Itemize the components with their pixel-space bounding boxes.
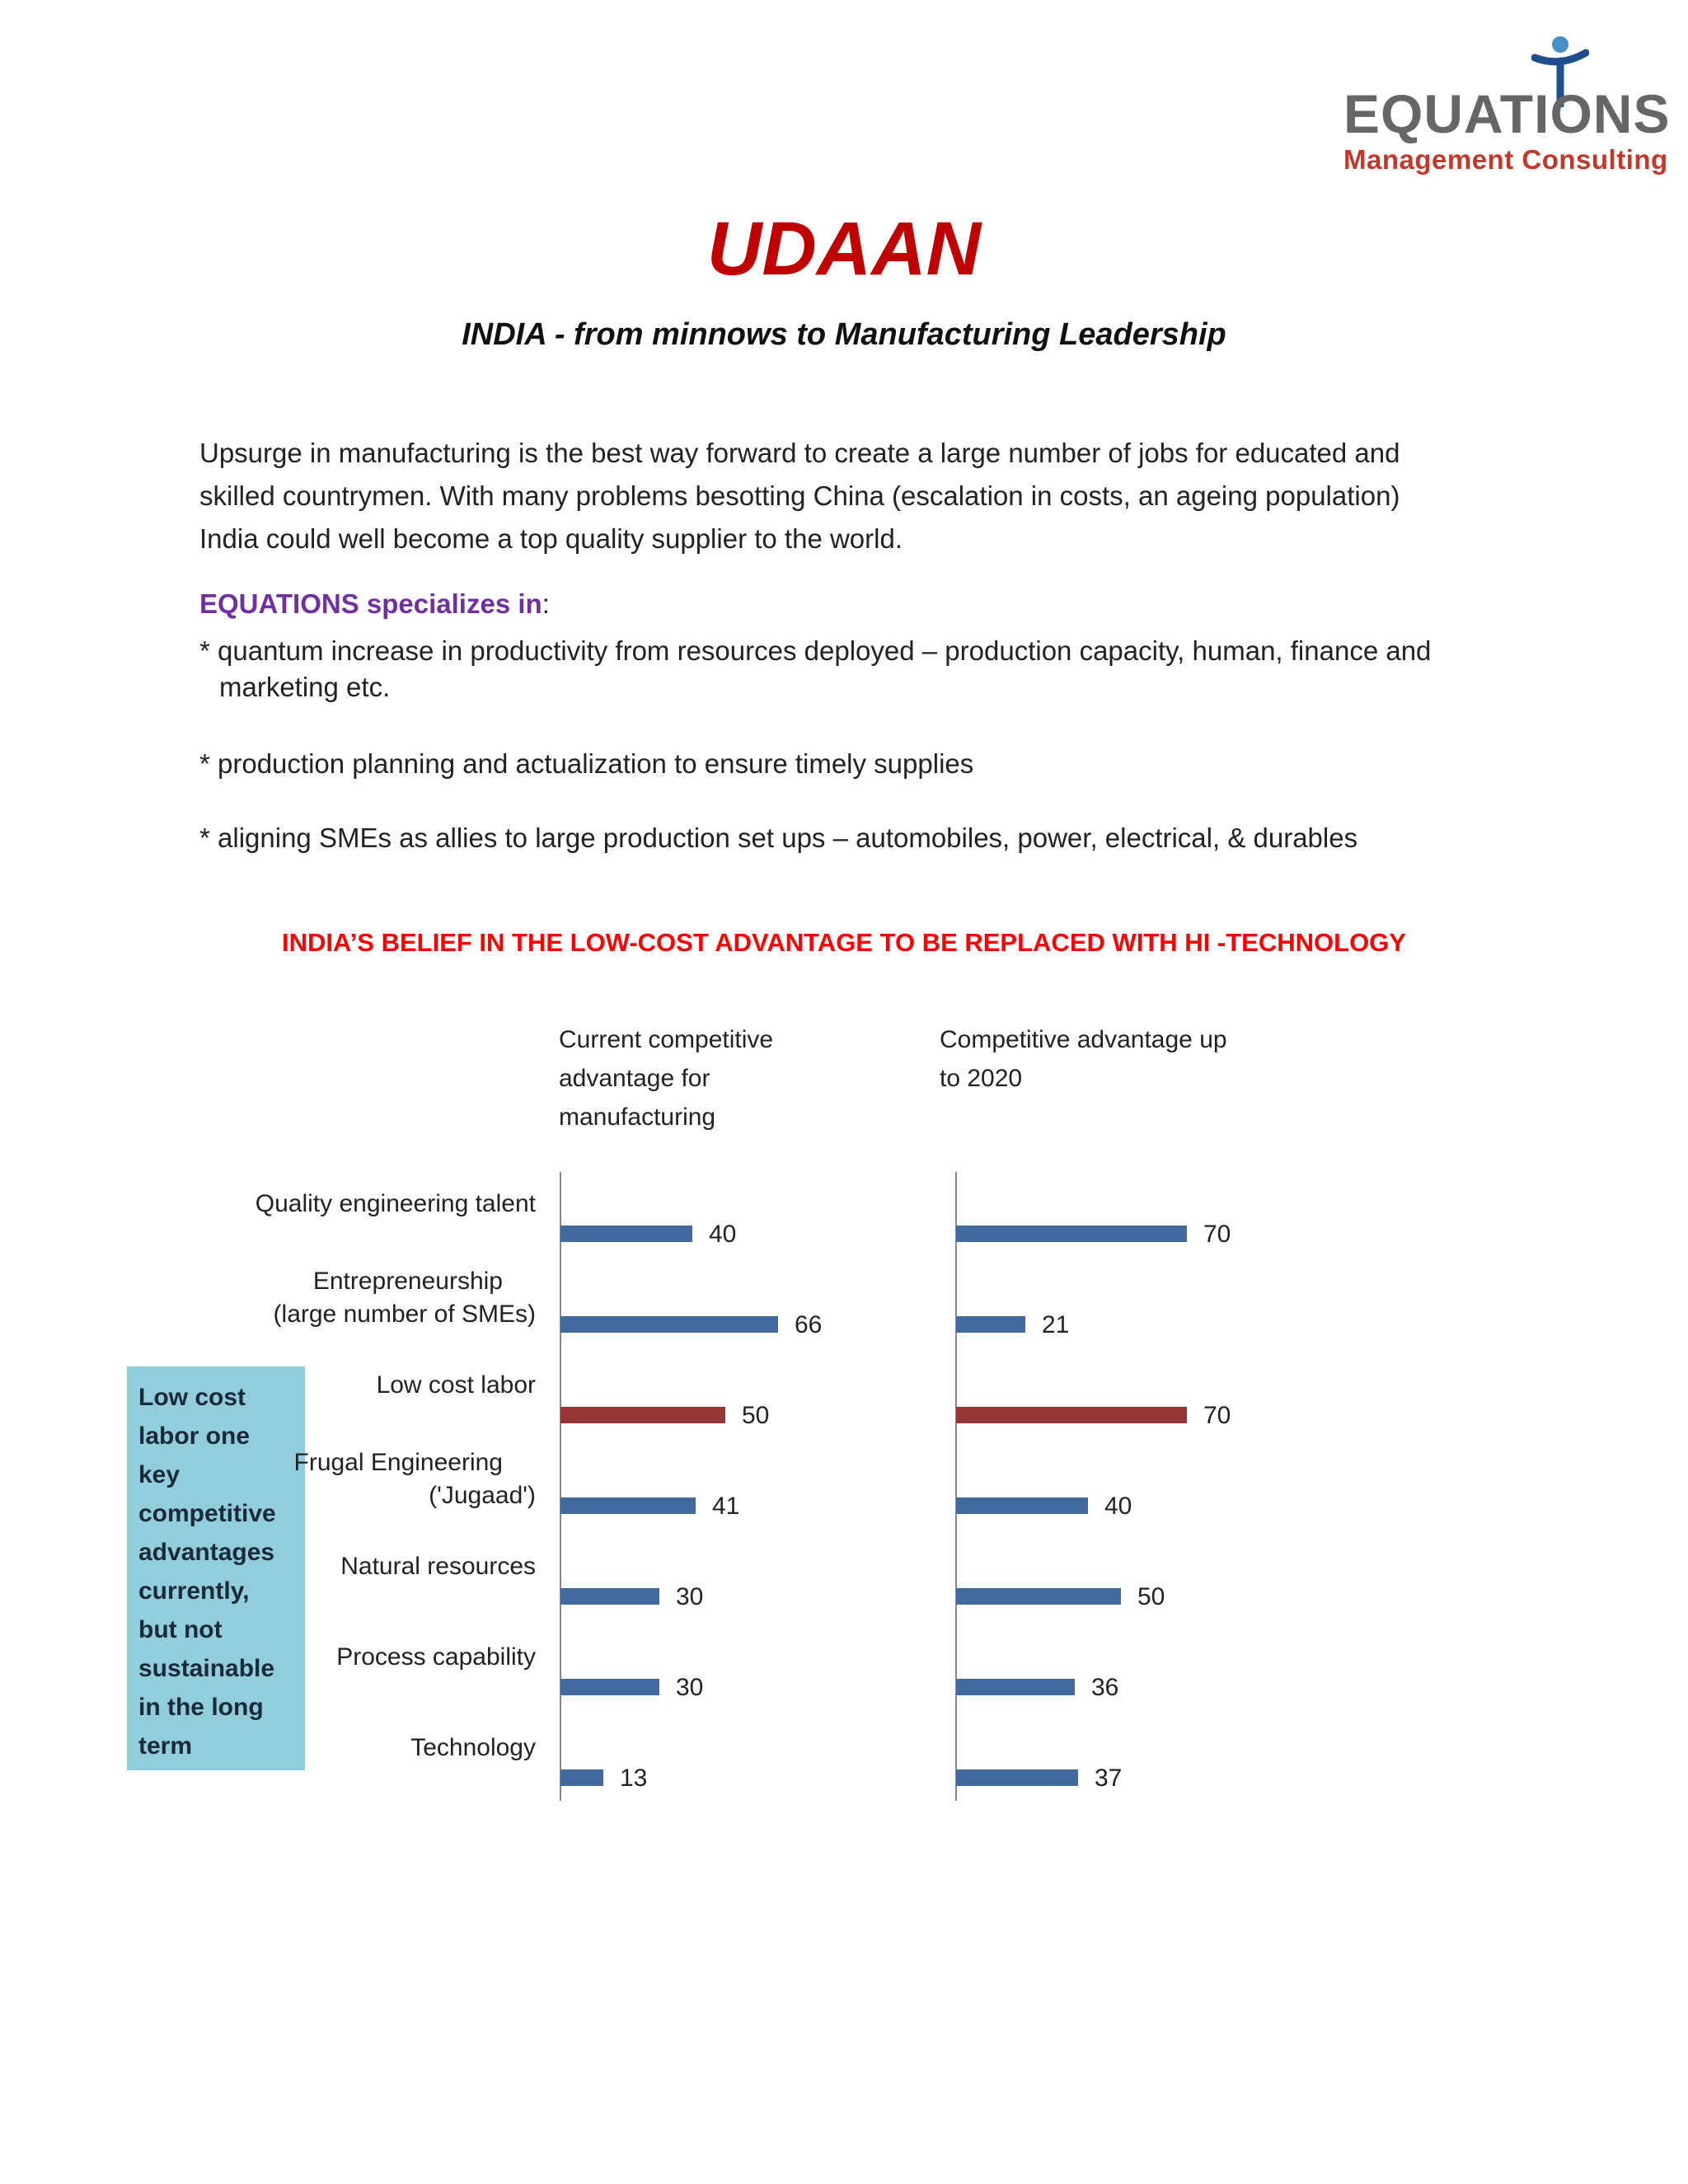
category-label: Entrepreneurship (large number of SMEs) — [273, 1268, 536, 1328]
data-label: 40 — [1104, 1493, 1132, 1520]
category-label: Technology — [410, 1734, 536, 1761]
page-title: UDAAN — [706, 207, 982, 291]
callout-line: Low cost — [138, 1384, 246, 1411]
bar-current — [560, 1497, 696, 1514]
callout-line: key — [138, 1461, 181, 1488]
category-label: Low cost labor — [376, 1371, 536, 1399]
series-heading-line: manufacturing — [559, 1104, 716, 1131]
data-label: 21 — [1042, 1311, 1070, 1338]
category-label: Natural resources — [340, 1553, 536, 1580]
logo-tagline: Management Consulting — [1343, 144, 1668, 175]
bar-current — [560, 1226, 692, 1242]
bar-2020 — [956, 1497, 1088, 1514]
bar-current — [560, 1588, 659, 1605]
callout-line: currently, — [138, 1577, 250, 1605]
data-label: 37 — [1095, 1765, 1123, 1792]
specializes-colon: : — [542, 588, 550, 619]
bar-current — [560, 1769, 603, 1786]
bar-2020 — [956, 1407, 1187, 1423]
callout-line: term — [138, 1732, 193, 1760]
data-label: 66 — [795, 1311, 823, 1338]
bar-current — [560, 1679, 659, 1695]
series-heading-line: Current competitive — [559, 1026, 774, 1053]
intro-line: skilled countrymen. With many problems besotting China (escalation in costs, an ageing population) — [199, 480, 1400, 511]
data-label: 70 — [1203, 1402, 1231, 1429]
category-label: Frugal Engineering ('Jugaad') — [293, 1449, 536, 1509]
bullet-line: * production planning and actualization to ensure timely supplies — [199, 748, 974, 779]
bullet-line-continued: marketing etc. — [219, 672, 391, 702]
callout-line: sustainable — [138, 1655, 275, 1682]
bullet-line: * aligning SMEs as allies to large production set ups – automobiles, power, electrical, & durables — [199, 823, 1358, 853]
intro-line: India could well become a top quality supplier to the world. — [199, 523, 903, 554]
data-label: 30 — [676, 1674, 704, 1701]
bar-current — [560, 1407, 725, 1423]
series-heading-line: advantage for — [559, 1065, 710, 1092]
data-label: 36 — [1091, 1674, 1119, 1701]
page-subtitle: INDIA - from minnows to Manufacturing Leadership — [462, 317, 1226, 352]
bar-current — [560, 1316, 778, 1333]
category-label: Quality engineering talent — [255, 1190, 536, 1217]
data-label: 50 — [742, 1402, 770, 1429]
series-heading-line: to 2020 — [940, 1065, 1023, 1092]
data-label: 70 — [1203, 1221, 1231, 1248]
data-label: 41 — [712, 1493, 740, 1520]
data-label: 50 — [1137, 1583, 1165, 1610]
series-heading-line: Competitive advantage up — [940, 1026, 1227, 1053]
callout-line: labor one — [138, 1422, 251, 1450]
callout-line: competitive — [138, 1500, 276, 1527]
callout-line: in the long — [138, 1694, 264, 1721]
bar-2020 — [956, 1679, 1075, 1695]
bar-2020 — [956, 1588, 1121, 1605]
bar-2020 — [956, 1769, 1078, 1786]
callout-line: advantages — [138, 1539, 275, 1566]
specializes-heading-text: EQUATIONS specializes in — [199, 588, 542, 619]
logo-wordmark: EQUATIONS — [1343, 83, 1671, 144]
category-label: Process capability — [336, 1643, 536, 1671]
bar-2020 — [956, 1316, 1025, 1333]
bar-2020 — [956, 1226, 1187, 1242]
callout-line: but not — [138, 1616, 223, 1643]
chart-title: INDIA’S BELIEF IN THE LOW-COST ADVANTAGE TO BE REPLACED WITH HI -TECHNOLOGY — [282, 928, 1406, 957]
data-label: 30 — [676, 1583, 704, 1610]
intro-line: Upsurge in manufacturing is the best way forward to create a large number of jobs for educated and — [199, 438, 1400, 468]
data-label: 40 — [709, 1221, 737, 1248]
bullet-line: * quantum increase in productivity from resources deployed – production capacity, human, finance and — [199, 635, 1432, 666]
data-label: 13 — [620, 1765, 648, 1792]
